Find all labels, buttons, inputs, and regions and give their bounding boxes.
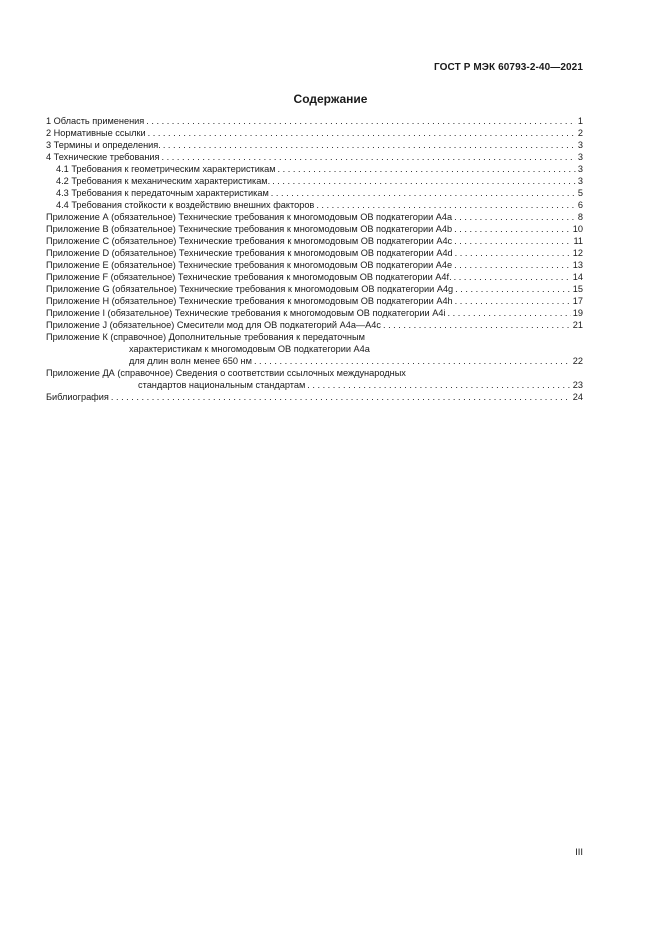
toc-entry[interactable] [46, 319, 583, 331]
toc-entry[interactable] [46, 151, 583, 163]
toc-entry-page: 3 [577, 176, 583, 186]
toc-entry-page: 23 [572, 380, 583, 390]
toc-entry-page: 21 [572, 320, 583, 330]
toc-entry-text: характеристикам к многомодовым ОВ подкатегории А4а [129, 344, 370, 354]
toc-title: Содержание [293, 92, 368, 106]
toc-entry-text: Приложение С (обязательное) Технические требования к многомодовым ОВ подкатегории А4с [46, 236, 453, 246]
toc-entry-page: 3 [577, 164, 583, 174]
toc-entry-text: Приложение К (справочное) Дополнительные требования к передаточным [46, 332, 365, 342]
toc-entry-text: стандартов национальным стандартам [138, 380, 306, 390]
toc-entry-text: Приложение Е (обязательное) Технические требования к многомодовым ОВ подкатегории А4е [46, 260, 453, 270]
toc-entry-continuation[interactable] [46, 379, 583, 391]
table-of-contents [46, 115, 583, 403]
toc-entry-page: 13 [572, 260, 583, 270]
toc-leader-dots [307, 379, 571, 391]
toc-entry-page: 12 [572, 248, 583, 258]
toc-entry-text: Приложение D (обязательное) Технические требования к многомодовым ОВ подкатегории А4d [46, 248, 453, 258]
toc-leader-dots [455, 283, 571, 295]
toc-entry-text: Приложение F (обязательное) Технические требования к многомодовым ОВ подкатегории А4f. [46, 272, 452, 282]
toc-leader-dots [316, 199, 576, 211]
toc-entry[interactable] [46, 127, 583, 139]
toc-entry-page: 22 [572, 356, 583, 366]
toc-leader-dots [162, 151, 576, 163]
toc-leader-dots [454, 259, 571, 271]
toc-entry-text: 3 Термины и определения. [46, 140, 161, 150]
toc-entry-text: Приложение Н (обязательное) Технические требования к многомодовым ОВ подкатегории А4h [46, 296, 453, 306]
toc-entry-text: для длин волн менее 650 нм [129, 356, 252, 366]
document-header-code: ГОСТ Р МЭК 60793-2-40—2021 [434, 62, 583, 73]
toc-leader-dots [111, 391, 571, 403]
toc-subentry[interactable] [46, 187, 583, 199]
toc-leader-dots [146, 115, 576, 127]
toc-entry-page: 17 [572, 296, 583, 306]
toc-subentry[interactable] [46, 175, 583, 187]
toc-entry[interactable] [46, 235, 583, 247]
toc-leader-dots [254, 355, 571, 367]
toc-entry[interactable] [46, 115, 583, 127]
toc-entry-text: 4.1 Требования к геометрическим характеристикам [56, 164, 276, 174]
toc-entry[interactable] [46, 211, 583, 223]
toc-entry-multiline-start[interactable] [46, 367, 583, 379]
toc-entry-text: 4 Технические требования [46, 152, 160, 162]
toc-leader-dots [271, 187, 576, 199]
toc-entry-text: Приложение ДА (справочное) Сведения о соответствии ссылочных международных [46, 368, 406, 378]
toc-entry-page: 11 [573, 236, 583, 246]
toc-entry-text: 4.2 Требования к механическим характеристикам. [56, 176, 271, 186]
toc-entry-page: 2 [577, 128, 583, 138]
toc-entry[interactable] [46, 283, 583, 295]
toc-leader-dots [448, 307, 571, 319]
toc-leader-dots [455, 247, 571, 259]
toc-entry-text: Приложение I (обязательное) Технические требования к многомодовым ОВ подкатегории А4i [46, 308, 446, 318]
toc-leader-dots [278, 163, 576, 175]
toc-leader-dots [455, 295, 571, 307]
toc-entry[interactable] [46, 223, 583, 235]
toc-entry-page: 8 [577, 212, 583, 222]
toc-entry-text: 4.4 Требования стойкости к воздействию внешних факторов [56, 200, 315, 210]
page-number: III [575, 847, 583, 858]
toc-entry[interactable] [46, 139, 583, 151]
toc-leader-dots [454, 271, 571, 283]
toc-entry-text: Приложение G (обязательное) Технические требования к многомодовым ОВ подкатегории А4g [46, 284, 454, 294]
toc-entry-page: 14 [572, 272, 583, 282]
toc-entry-page: 5 [577, 188, 583, 198]
toc-subentry[interactable] [46, 163, 583, 175]
toc-leader-dots [272, 175, 576, 187]
toc-leader-dots [163, 139, 576, 151]
toc-entry-page: 15 [572, 284, 583, 294]
toc-entry-page: 3 [577, 152, 583, 162]
toc-entry-continuation [46, 343, 583, 355]
toc-entry-text: 2 Нормативные ссылки [46, 128, 146, 138]
toc-leader-dots [454, 223, 571, 235]
toc-entry[interactable] [46, 307, 583, 319]
toc-entry-text: Библиография [46, 392, 109, 402]
toc-entry[interactable] [46, 259, 583, 271]
toc-entry-page: 1 [577, 116, 583, 126]
toc-entry-bibliography[interactable] [46, 391, 583, 403]
toc-entry-text: Приложение J (обязательное) Смесители мод для ОВ подкатегорий А4а—А4с [46, 320, 381, 330]
toc-entry-multiline-start[interactable] [46, 331, 583, 343]
toc-entry[interactable] [46, 247, 583, 259]
toc-entry-continuation[interactable] [46, 355, 583, 367]
toc-entry-page: 24 [572, 392, 583, 402]
toc-entry-page: 6 [577, 200, 583, 210]
toc-leader-dots [148, 127, 576, 139]
toc-subentry[interactable] [46, 199, 583, 211]
toc-entry-page: 19 [572, 308, 583, 318]
toc-entry-text: 1 Область применения [46, 116, 145, 126]
toc-leader-dots [454, 211, 576, 223]
toc-leader-dots [383, 319, 571, 331]
toc-entry[interactable] [46, 295, 583, 307]
toc-entry-text: 4.3 Требования к передаточным характеристикам [56, 188, 269, 198]
toc-entry-page: 3 [577, 140, 583, 150]
toc-entry[interactable] [46, 271, 583, 283]
toc-entry-text: Приложение А (обязательное) Технические требования к многомодовым ОВ подкатегории А4а [46, 212, 453, 222]
toc-entry-page: 10 [572, 224, 583, 234]
toc-entry-text: Приложение В (обязательное) Технические требования к многомодовым ОВ подкатегории А4b [46, 224, 453, 234]
toc-leader-dots [454, 235, 571, 247]
